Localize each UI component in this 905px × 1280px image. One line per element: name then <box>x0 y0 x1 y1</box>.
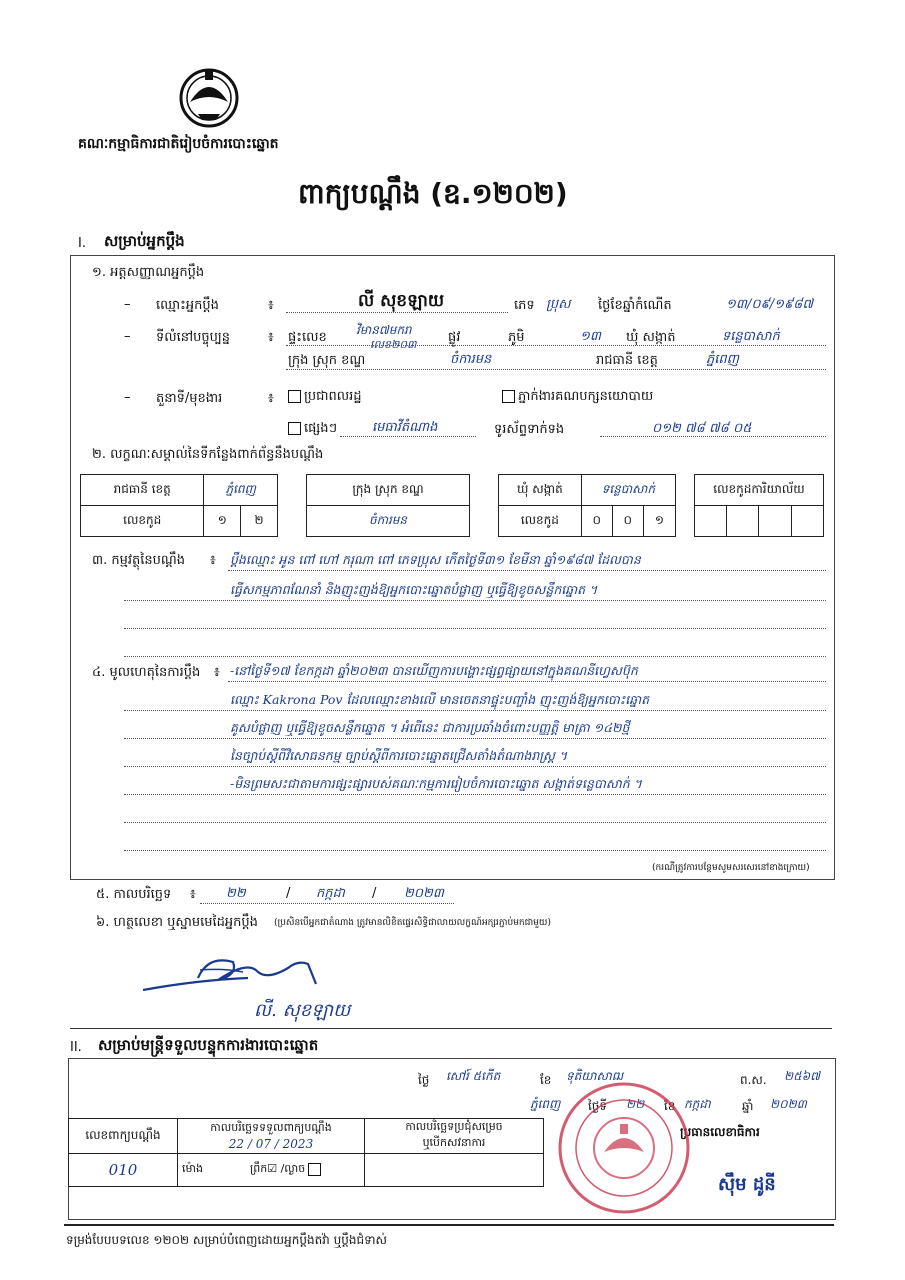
item3-line1: ប្ដឹងឈ្មោះ អូន ពៅ ហៅ ករុណា ពៅ ភេទប្រុស កើតថ្ងៃទី៣១ ខែមីនា ឆ្នាំ១៩៨៧ ដែលបាន <box>230 552 641 567</box>
morning-checkbox[interactable]: ☑ <box>267 1162 278 1175</box>
role-other-value: មេធាវីតំណាង <box>372 420 438 435</box>
item4-line1: -នៅថ្ងៃទី១៧ ខែកក្កដា ឆ្នាំ២០២៣ បានឃើញការបង្ហោះផ្សព្វផ្សាយនៅក្នុងគណនីហ្វេសប៊ុក <box>230 663 638 678</box>
s2-place-value: ភ្នំពេញ <box>530 1097 561 1111</box>
item4-line3: គូសបំផ្លាញ ឬធ្វើឱ្យខូចសន្លឹកឆ្នោត ។ អំពើនេះ ជាការប្រឆាំងចំពោះបញ្ញត្តិ មាត្រា ១៤២ថ្មី <box>230 720 630 735</box>
code-label-commune: លេខកូដ <box>499 506 582 537</box>
s2-official-name: ស៊ឹម ដូនី <box>718 1174 776 1195</box>
official-stamp <box>556 1080 692 1216</box>
house-value: វិមាន៧មករា <box>356 323 412 337</box>
village-label: ភូមិ <box>508 330 525 345</box>
address-dash: – <box>124 329 131 344</box>
house-value2: លេខ២០៣ <box>370 338 417 351</box>
col-received-date-label: កាលបរិច្ឆេទទទួលពាក្យបណ្ដឹង <box>210 1121 332 1134</box>
prov-code-1: ១ <box>204 506 241 537</box>
address-colon: ៖ <box>268 330 274 345</box>
house-label: ផ្ទះលេខ <box>288 330 327 345</box>
form-title: ពាក្យបណ្ដឹង (ឧ.១២០២) <box>298 177 568 210</box>
section1-title: សម្រាប់អ្នកប្ដឹង <box>104 232 185 250</box>
role-citizen-checkbox[interactable] <box>288 390 301 403</box>
office-code-cell <box>791 506 823 537</box>
item3-line2: ធ្វើសកម្មភាពណែនាំ និងញុះញង់ឱ្យអ្នកបោះឆ្នោតបំផ្លាញ ឬធ្វើឱ្យខូចសន្លឹកឆ្នោត ។ <box>230 582 598 597</box>
hour-label: ម៉ោង <box>182 1162 203 1175</box>
district-label: ក្រុង ស្រុក ខណ្ឌ <box>288 353 366 368</box>
s2-date-month-label: ខែ <box>664 1099 676 1113</box>
office-code-cell <box>759 506 791 537</box>
address-label: ទីលំនៅបច្ចុប្បន្ន <box>156 330 231 345</box>
phone-label: ទូរស័ព្ទទាក់ទង <box>494 422 565 437</box>
col-decision-label2: ឬបើកសវនាការ <box>422 1136 486 1149</box>
item3-colon: ៖ <box>210 553 216 568</box>
received-time-cell <box>178 1154 365 1187</box>
village-value: ១៣ <box>580 329 601 344</box>
col-received-date-header <box>178 1119 365 1154</box>
s2-be-value: ២៥៦៧ <box>784 1069 820 1083</box>
role-dash: – <box>124 390 131 405</box>
s2-date-month: កក្កដា <box>684 1097 711 1111</box>
location-table-province <box>80 474 278 537</box>
name-value: លី សុខឡាយ <box>358 291 445 311</box>
loc-district-label: ក្រុង ស្រុក ខណ្ឌ <box>307 475 470 506</box>
loc-commune-label: ឃុំ សង្កាត់ <box>499 475 582 506</box>
morning-label: ព្រឹក <box>249 1162 268 1175</box>
commune-label: ឃុំ សង្កាត់ <box>626 330 676 345</box>
sex-value: ប្រុស <box>546 297 571 312</box>
loc-district-value: ចំការមន <box>307 506 470 537</box>
commune-code-2: ០ <box>612 506 643 537</box>
received-date: 22 / 07 / 2023 <box>228 1137 314 1151</box>
phone-value: ០១២ ៧៨ ៧៨ ០៥ <box>652 421 752 436</box>
s2-day-label: ថ្ងៃ <box>418 1073 430 1087</box>
signature-name: លី. សុខឡាយ <box>254 1000 351 1021</box>
item4-colon: ៖ <box>214 665 220 680</box>
item4-line4: នៃច្បាប់ស្ដីពីវិសោធនកម្ម ច្បាប់ស្ដីពីការបោះឆ្នោតជ្រើសតាំងតំណាងរាស្ត្រ ។ <box>230 748 568 763</box>
section1-roman: I. <box>78 236 86 251</box>
date-year: ២០២៣ <box>404 886 444 901</box>
sex-label: ភេទ <box>514 298 535 313</box>
nec-emblem <box>178 62 240 128</box>
footer-note: ទម្រង់បែបបទលេខ ១២០២ សម្រាប់បំពេញដោយអ្នកប្ដឹងតវ៉ា ឬប្ដឹងជំទាស់ <box>66 1233 387 1247</box>
item5-label: ៥. កាលបរិច្ឆេទ <box>96 887 172 902</box>
s2-be-label: ព.ស. <box>740 1073 767 1087</box>
role-citizen-option[interactable] <box>288 388 362 407</box>
street-label: ផ្លូវ <box>448 330 461 345</box>
location-table-commune <box>498 474 676 537</box>
location-table-office <box>694 474 824 537</box>
district-value: ចំការមន <box>450 352 492 367</box>
s2-date-label: ថ្ងៃទី <box>588 1099 608 1113</box>
col-complaint-no-header: លេខពាក្យបណ្ដឹង <box>69 1119 178 1154</box>
decision-date-cell <box>365 1154 544 1187</box>
role-label: តួនាទី/មុខងារ <box>156 391 223 406</box>
role-citizen-label: ប្រជាពលរដ្ឋ <box>304 389 362 404</box>
item6-label: ៦. ហត្ថលេខា ឬស្នាមមេដៃអ្នកប្ដឹង <box>96 915 258 930</box>
col-decision-header <box>365 1119 544 1154</box>
evening-checkbox[interactable] <box>308 1163 321 1176</box>
receipt-table <box>68 1118 544 1187</box>
date-sep-2: / <box>372 886 377 901</box>
role-party-checkbox[interactable] <box>502 390 515 403</box>
item4-label: ៤. មូលហេតុនៃការប្ដឹង <box>92 665 201 680</box>
office-code-cell <box>727 506 759 537</box>
name-dash: – <box>124 297 131 312</box>
prov-code-2: ២ <box>241 506 278 537</box>
evening-label: ល្ងាច <box>284 1162 306 1175</box>
date-day: ២២ <box>226 886 246 901</box>
more-note: (ករណីត្រូវការបន្ថែមសូមសរសេរនៅខាងក្រោយ) <box>652 863 810 873</box>
commune-value: ទន្លេបាសាក់ <box>722 329 780 344</box>
item4-line2: ឈ្មោះ Kakrona Pov ដែលឈ្មោះខាងលើ មានចេតនាផ្ទុះបញ្ចាំង ញុះញង់ឱ្យអ្នកបោះឆ្នោត <box>230 692 650 707</box>
s2-day-value: សៅរ៍ ៥កើត <box>446 1069 501 1083</box>
item4-line5: -មិនព្រមសះជាតាមការផ្សះផ្សារបស់គណៈកម្មការរៀបចំការបោះឆ្នោត សង្កាត់ទន្លេបាសាក់ ។ <box>230 776 642 791</box>
s2-month-value: ទុតិយាសាឍ <box>566 1069 624 1083</box>
morning-option[interactable] <box>250 1162 277 1175</box>
role-party-label: ភ្នាក់ងារគណបក្សនយោបាយ <box>518 389 654 404</box>
role-party-option[interactable] <box>502 388 653 407</box>
s2-year-label: ឆ្នាំ <box>742 1099 754 1113</box>
loc-office-label: លេខកូដការិយាល័យ <box>695 475 824 506</box>
location-table-district <box>306 474 470 537</box>
item1-label: ១. អត្តសញ្ញាណអ្នកប្ដឹង <box>92 265 205 280</box>
dob-value: ១៣/០៩/១៩៨៧ <box>726 297 814 312</box>
complainant-signature <box>138 950 338 1000</box>
loc-commune-value: ទន្លេបាសាក់ <box>581 475 675 506</box>
dob-label: ថ្ងៃខែឆ្នាំកំណើត <box>598 298 672 313</box>
commune-code-3: ១ <box>643 506 675 537</box>
s2-official-title: ប្រធានលេខាធិការ <box>680 1125 760 1139</box>
complaint-no: 010 <box>69 1154 178 1187</box>
s2-month-label: ខែ <box>540 1073 552 1087</box>
date-sep-1: / <box>286 886 291 901</box>
name-label: ឈ្មោះអ្នកប្ដឹង <box>156 298 219 313</box>
item5-colon: ៖ <box>190 887 196 902</box>
name-colon: ៖ <box>268 298 274 313</box>
section2-title: សម្រាប់មន្ត្រីទទួលបន្ទុកការងារបោះឆ្នោត <box>98 1036 319 1054</box>
item3-label: ៣. កម្មវត្ថុនៃបណ្ដឹង <box>92 553 186 568</box>
office-code-cell <box>695 506 727 537</box>
role-other-checkbox[interactable] <box>288 422 301 435</box>
province-label: រាជធានី ខេត្ត <box>596 353 658 368</box>
role-colon: ៖ <box>268 391 274 406</box>
loc-province-value: ភ្នំពេញ <box>204 475 278 506</box>
item6-note: (ប្រសិនបើអ្នកជាតំណាង ត្រូវមានលិខិតផ្ទេរសិទ្ធិជាលាយលក្ខណ៍អក្សរភ្ជាប់មកជាមួយ) <box>274 918 551 928</box>
loc-province-label: រាជធានី ខេត្ត <box>81 475 204 506</box>
date-month: កក្កដា <box>316 886 345 901</box>
org-name: គណៈកម្មាធិការជាតិរៀបចំការបោះឆ្នោត <box>78 136 279 152</box>
code-label: លេខកូដ <box>81 506 204 537</box>
role-other-label: ផ្សេងៗ <box>304 421 338 436</box>
evening-option[interactable]: /ល្ងាច <box>281 1162 325 1175</box>
item2-label: ២. លក្ខណៈសម្គាល់នៃទីកន្លែងពាក់ព័ន្ធនឹងបណ្ដឹង <box>92 447 324 462</box>
s2-year-value: ២០២៣ <box>770 1097 807 1111</box>
col-decision-label: កាលបរិច្ឆេទប្រជុំសម្រេច <box>405 1120 503 1133</box>
commune-code-1: ០ <box>581 506 612 537</box>
role-other-option[interactable] <box>288 420 337 439</box>
s2-date-day: ២២ <box>626 1097 645 1111</box>
province-value: ភ្នំពេញ <box>706 352 740 367</box>
section2-roman: II. <box>70 1040 82 1055</box>
